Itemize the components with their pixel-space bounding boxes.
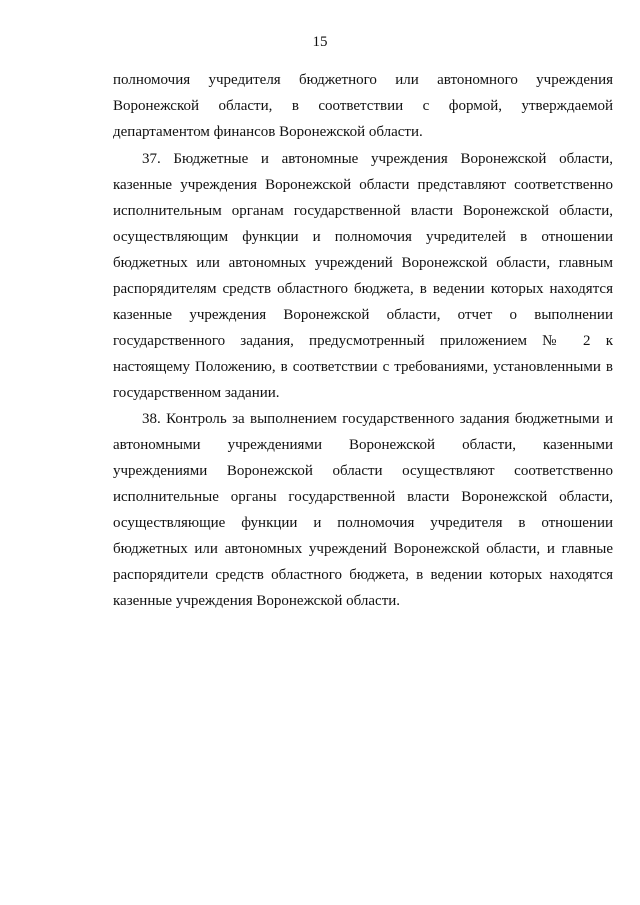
text-line: осуществляющим функции и полномочия учредителей в отношении bbox=[113, 229, 613, 245]
text-line: казенные учреждения Воронежской области. bbox=[113, 593, 401, 609]
page-number: 15 bbox=[312, 34, 328, 50]
text-line: казенные учреждения Воронежской области представляют соответственно bbox=[113, 177, 613, 193]
text-line: бюджетных или автономных учреждений Воронежской области, главным bbox=[113, 255, 613, 271]
text-line: исполнительные органы государственной власти Воронежской области, bbox=[113, 489, 613, 505]
paragraph-37 bbox=[113, 146, 613, 406]
text-line: департаментом финансов Воронежской области. bbox=[113, 124, 423, 140]
paragraph-38 bbox=[113, 406, 613, 614]
text-line: 37. Бюджетные и автономные учреждения Воронежской области, bbox=[142, 151, 613, 167]
text-line: казенные учреждения Воронежской области, отчет о выполнении bbox=[113, 307, 613, 323]
text-line: осуществляющие функции и полномочия учредителя в отношении bbox=[113, 515, 613, 531]
text-line: государственном задании. bbox=[113, 385, 280, 401]
text-line: учреждениями Воронежской области осуществляют соответственно bbox=[113, 463, 613, 479]
text-line: 38. Контроль за выполнением государственного задания бюджетными и bbox=[142, 411, 613, 427]
text-line: распорядителям средств областного бюджета, в ведении которых находятся bbox=[113, 281, 613, 297]
text-line: автономными учреждениями Воронежской области, казенными bbox=[113, 437, 613, 453]
paragraph-continuation bbox=[113, 67, 613, 145]
text-line: настоящему Положению, в соответствии с требованиями, установленными в bbox=[113, 359, 613, 375]
text-line: исполнительным органам государственной власти Воронежской области, bbox=[113, 203, 613, 219]
text-line: бюджетных или автономных учреждений Воронежской области, и главные bbox=[113, 541, 613, 557]
text-line: государственного задания, предусмотренный приложением № 2 к bbox=[113, 333, 613, 349]
text-line: Воронежской области, в соответствии с формой, утверждаемой bbox=[113, 98, 613, 114]
text-line: распорядители средств областного бюджета, в ведении которых находятся bbox=[113, 567, 613, 583]
text-line: полномочия учредителя бюджетного или автономного учреждения bbox=[113, 72, 613, 88]
